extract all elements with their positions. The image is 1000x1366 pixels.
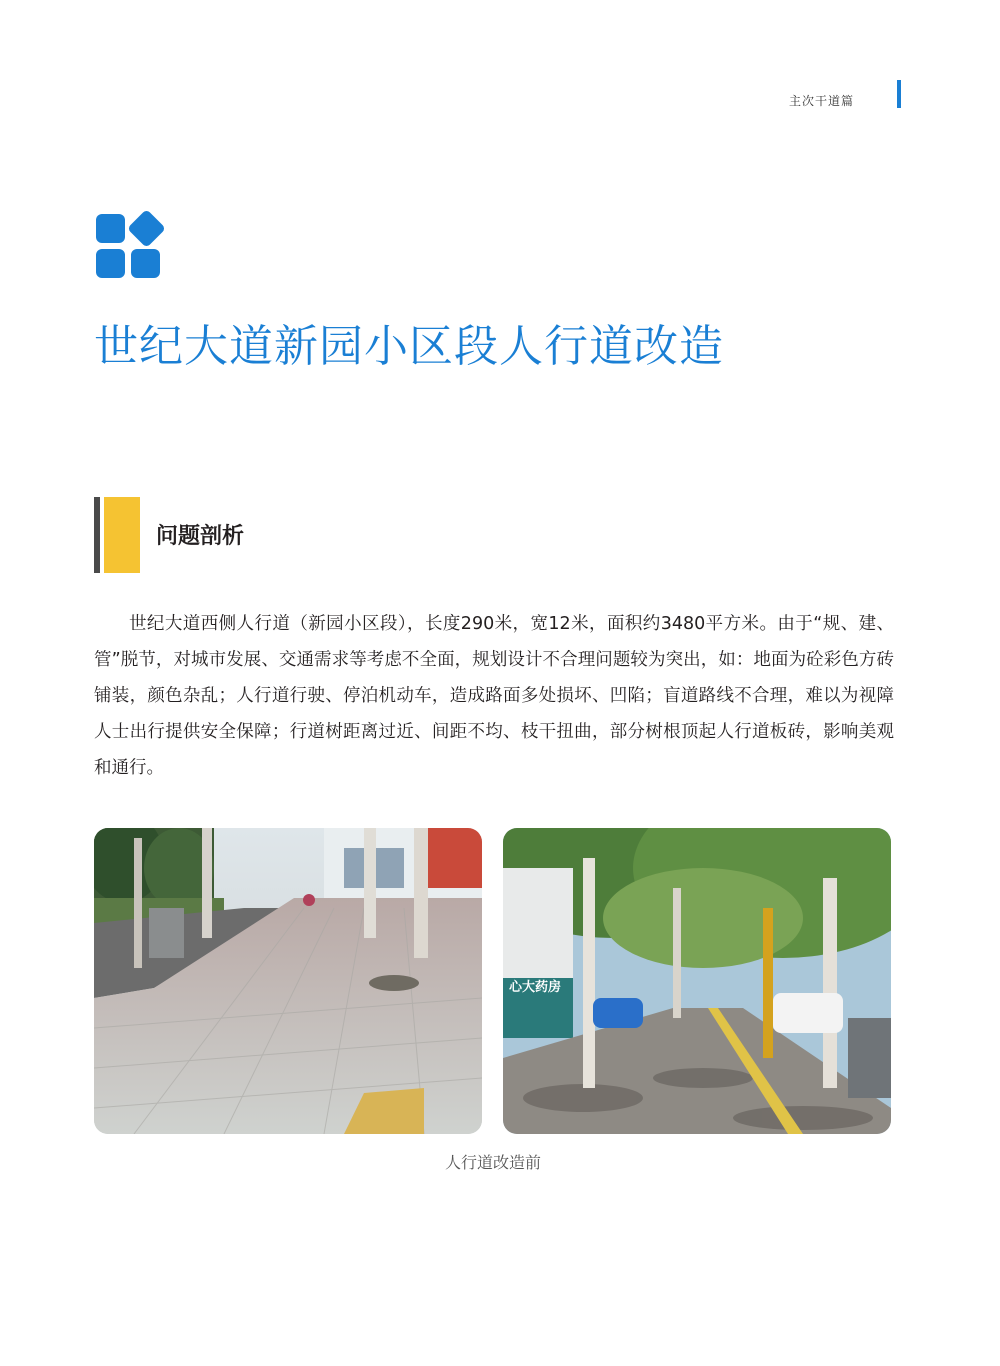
- section-heading: [94, 497, 394, 573]
- photo-caption: 人行道改造前: [444, 1153, 541, 1172]
- heading-yellow-bar: [104, 497, 140, 573]
- heading-dark-bar: [94, 497, 100, 573]
- photo-sidewalk-before-right: [503, 828, 891, 1134]
- header-accent-bar: [897, 80, 901, 108]
- blocks-logo-icon: [96, 212, 164, 280]
- body-paragraph: 世纪大道西侧人行道（新园小区段），长度290米，宽12米，面积约3480平方米。由于“规、建、管”脱节，对城市发展、交通需求等考虑不全面，规划设计不合理问题较为突出，如：地面为砼彩色方砖铺装，颜色杂乱；人行道行驶、停泊机动车，造成路面多处损坏、凹陷；盲道路线不合理，难以为视障人士出行提供安全保障；行道树距离过近、间距不均、枝干扭曲，部分树根顶起人行道板砖，影响美观和通行。: [94, 614, 894, 778]
- page-title: 世纪大道新园小区段人行道改造: [94, 321, 724, 372]
- section-label: 主次干道篇: [788, 94, 854, 108]
- shop-sign-text: 心大药房: [509, 979, 562, 994]
- section-heading-text: 问题剖析: [156, 524, 245, 549]
- photo-sidewalk-before-left: [94, 828, 482, 1134]
